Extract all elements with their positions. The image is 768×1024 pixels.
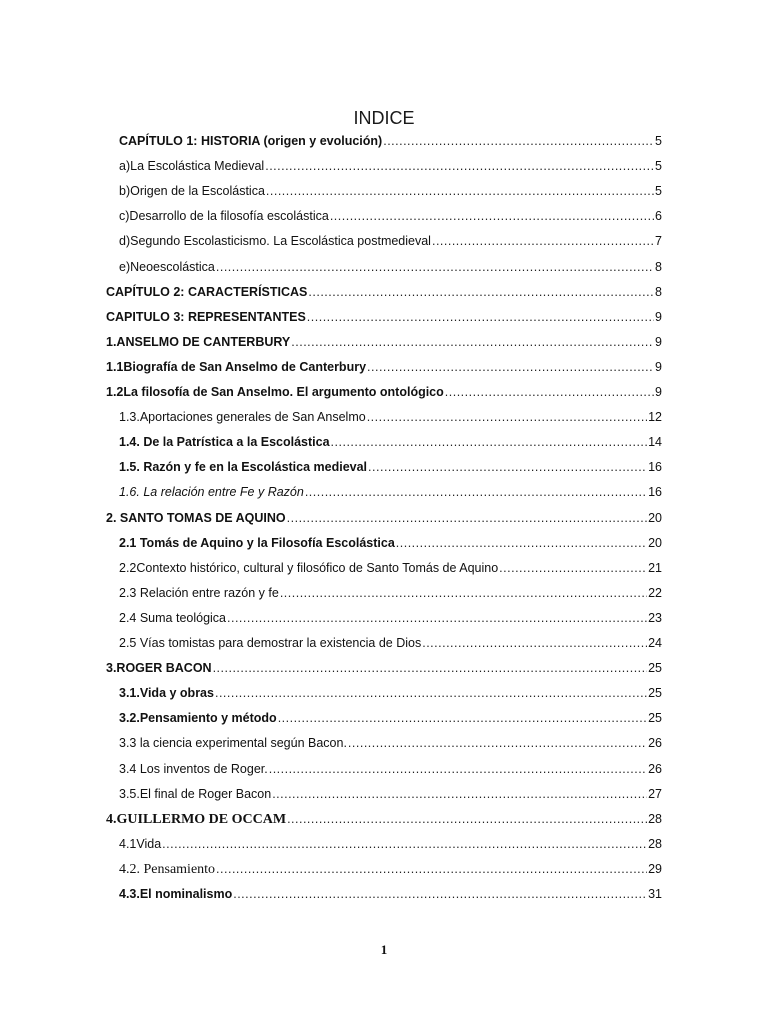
toc-entry-page: 31	[648, 887, 662, 901]
toc-entry[interactable]	[119, 835, 662, 853]
toc-entry[interactable]	[119, 258, 662, 276]
toc-entry-label: 2. SANTO TOMAS DE AQUINO	[106, 511, 286, 525]
dot-leader	[305, 483, 647, 501]
dot-leader	[307, 308, 654, 326]
dot-leader	[432, 232, 654, 250]
toc-entry-page: 23	[648, 611, 662, 625]
dot-leader	[269, 760, 647, 778]
toc-entry-label: e)Neoescolástica	[119, 260, 215, 274]
toc-entry-page: 9	[655, 335, 662, 349]
toc-entry-page: 8	[655, 285, 662, 299]
dot-leader	[278, 709, 647, 727]
toc-entry-page: 8	[655, 260, 662, 274]
toc-entry-label: 4.GUILLERMO DE OCCAM	[106, 812, 287, 827]
toc-entry-page: 25	[648, 711, 662, 725]
toc-entry-page: 25	[648, 661, 662, 675]
toc-entry[interactable]	[119, 132, 662, 150]
toc-entry-label: b)Origen de la Escolástica	[119, 184, 265, 198]
toc-entry[interactable]	[106, 383, 662, 401]
toc-entry-label: 1.3.Aportaciones generales de San Anselmo	[119, 410, 366, 424]
toc-entry-page: 9	[655, 385, 662, 399]
toc-entry[interactable]	[119, 232, 662, 250]
dot-leader	[213, 659, 648, 677]
dot-leader	[367, 408, 647, 426]
toc-entry-label: 3.1.Vida y obras	[119, 686, 214, 700]
toc-entry-label: 1.ANSELMO DE CANTERBURY	[106, 335, 291, 349]
dot-leader	[280, 584, 647, 602]
toc-entry-page: 26	[648, 736, 662, 750]
toc-entry[interactable]	[119, 559, 662, 577]
toc-entry-label: 4.2. Pensamiento	[119, 862, 216, 877]
toc-entry-label: CAPITULO 3: REPRESENTANTES	[106, 310, 306, 324]
toc-entry-label: 3.ROGER BACON	[106, 661, 212, 675]
dot-leader	[233, 885, 647, 903]
dot-leader	[422, 634, 647, 652]
toc-entry-label: 3.2.Pensamiento y método	[119, 711, 277, 725]
toc-entry-label: 3.4 Los inventos de Roger.	[119, 762, 268, 776]
toc-entry-page: 28	[648, 812, 662, 826]
toc-entry-page: 5	[655, 134, 662, 148]
toc-entry[interactable]	[119, 734, 662, 752]
toc-entry[interactable]	[106, 659, 662, 677]
toc-entry-label: 2.4 Suma teológica	[119, 611, 227, 625]
toc-entry[interactable]	[119, 609, 662, 627]
toc-entry[interactable]	[119, 207, 662, 225]
dot-leader	[308, 283, 654, 301]
dot-leader	[215, 684, 647, 702]
dot-leader	[162, 835, 647, 853]
dot-leader	[330, 207, 654, 225]
dot-leader	[287, 810, 647, 828]
toc-entry-page: 16	[648, 485, 662, 499]
toc-entry-page: 6	[655, 209, 662, 223]
toc-entry-label: 1.1Biografía de San Anselmo de Canterbury	[106, 360, 367, 374]
dot-leader	[368, 458, 647, 476]
dot-leader	[331, 433, 648, 451]
toc-entry-label: 1.6. La relación entre Fe y Razón	[119, 485, 304, 499]
dot-leader	[266, 182, 654, 200]
toc-entry-label: 2.1 Tomás de Aquino y la Filosofía Escolástica	[119, 536, 395, 550]
toc-entry-page: 20	[648, 536, 662, 550]
toc-entry-label: 2.3 Relación entre razón y fe	[119, 586, 279, 600]
toc-entry-page: 27	[648, 787, 662, 801]
dot-leader	[445, 383, 654, 401]
page-number: 1	[380, 942, 388, 957]
toc-entry-page: 24	[648, 636, 662, 650]
dot-leader	[227, 609, 647, 627]
toc-entry-page: 28	[648, 837, 662, 851]
dot-leader	[348, 734, 647, 752]
toc-entry-page: 25	[648, 686, 662, 700]
toc-entry-page: 26	[648, 762, 662, 776]
toc-entry-page: 9	[655, 360, 662, 374]
dot-leader	[396, 534, 647, 552]
toc-entry-page: 9	[655, 310, 662, 324]
toc-entry[interactable]	[119, 709, 662, 727]
toc-entry-label: CAPÍTULO 1: HISTORIA (origen y evolución)	[119, 134, 383, 148]
toc-entry[interactable]	[119, 634, 662, 652]
toc-entry[interactable]	[119, 785, 662, 803]
toc-entry-label: 1.4. De la Patrística a la Escolástica	[119, 435, 330, 449]
toc-entry[interactable]	[119, 433, 662, 451]
toc-entry-page: 16	[648, 460, 662, 474]
toc-entry-label: 4.1Vida	[119, 837, 162, 851]
toc-entry-label: 1.2La filosofía de San Anselmo. El argumento ontológico	[106, 385, 444, 399]
toc-entry[interactable]	[119, 860, 662, 878]
dot-leader	[367, 358, 654, 376]
toc-entry-page: 5	[655, 159, 662, 173]
toc-entry[interactable]	[119, 760, 662, 778]
toc-entry-label: 4.3.El nominalismo	[119, 887, 233, 901]
toc-entry[interactable]	[106, 358, 662, 376]
toc-entry-page: 12	[648, 410, 662, 424]
toc-entry[interactable]	[119, 483, 662, 501]
toc-entry-page: 22	[648, 586, 662, 600]
dot-leader	[383, 132, 654, 150]
toc-entry-page: 7	[655, 234, 662, 248]
toc-entry-page: 21	[648, 561, 662, 575]
dot-leader	[265, 157, 654, 175]
toc-entry-label: 3.3 la ciencia experimental según Bacon.	[119, 736, 347, 750]
toc-entry-page: 29	[648, 862, 662, 876]
toc-entry-label: a)La Escolástica Medieval	[119, 159, 265, 173]
dot-leader	[499, 559, 647, 577]
toc-entry[interactable]	[119, 408, 662, 426]
toc-entry-label: 2.2Contexto histórico, cultural y filosófico de Santo Tomás de Aquino	[119, 561, 499, 575]
toc-entry[interactable]	[106, 810, 662, 828]
toc-entry[interactable]	[119, 534, 662, 552]
toc-entry[interactable]	[106, 509, 662, 527]
dot-leader	[287, 509, 647, 527]
toc-entry[interactable]	[119, 885, 662, 903]
dot-leader	[272, 785, 647, 803]
toc-entry-label: 3.5.El final de Roger Bacon	[119, 787, 272, 801]
dot-leader	[216, 860, 647, 878]
toc-entry-page: 20	[648, 511, 662, 525]
toc-entry[interactable]	[106, 283, 662, 301]
toc-entry-label: d)Segundo Escolasticismo. La Escolástica postmedieval	[119, 234, 431, 248]
toc-entry-page: 5	[655, 184, 662, 198]
toc-entry-label: 1.5. Razón y fe en la Escolástica medieval	[119, 460, 368, 474]
toc-entry[interactable]	[119, 182, 662, 200]
toc-entry[interactable]	[119, 458, 662, 476]
dot-leader	[216, 258, 654, 276]
dot-leader	[291, 333, 654, 351]
toc-entry[interactable]	[119, 584, 662, 602]
toc-entry[interactable]	[106, 333, 662, 351]
toc-entry[interactable]	[119, 157, 662, 175]
toc-entry-label: c)Desarrollo de la filosofía escolástica	[119, 209, 329, 223]
toc-entry-page: 14	[648, 435, 662, 449]
toc-entry[interactable]	[119, 684, 662, 702]
toc-title: INDICE	[353, 108, 415, 128]
toc-entry-label: CAPÍTULO 2: CARACTERÍSTICAS	[106, 285, 308, 299]
toc-entry[interactable]	[106, 308, 662, 326]
toc-entry-label: 2.5 Vías tomistas para demostrar la existencia de Dios	[119, 636, 422, 650]
